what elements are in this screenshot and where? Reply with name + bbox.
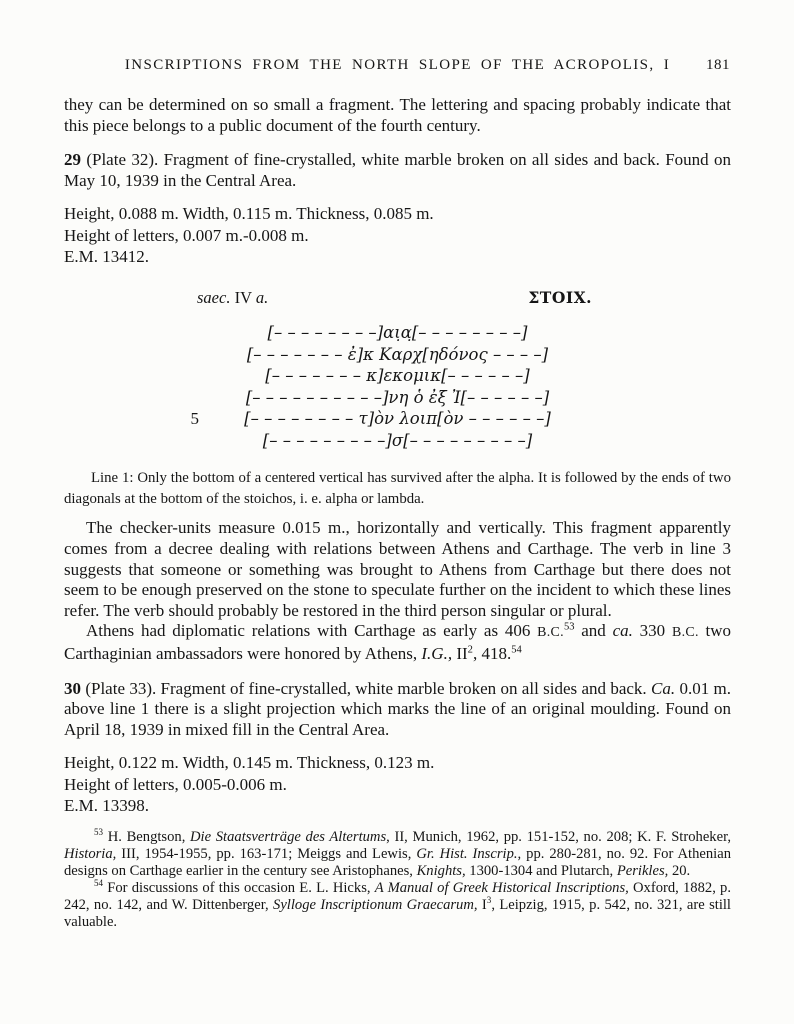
- footnote-53: $^{53}$ H. Bengtson, Die Staatsverträge des Altertums, II, Munich, 1962, pp. 151-152, no. 208; K. F. Stroheker, Historia, III, 1954-1955, pp. 163-171; Meiggs and Lewis, Gr. Hist. Inscrip., pp. 280-281, no. 92. For Athenian designs on Carthage earlier in the century see Aristophanes, Knights, 1300-1304 and Plutarch, Perikles, 20.: [64, 827, 732, 880]
- commentary-paragraph-1: The checker-units measure 0.015 m., horizontally and vertically. This fragment apparently comes from a decree dealing with relations between Athens and Carthage. The verb in line 3 suggests that someone or something was brought to Athens from Carthage but there does not seem to be enough preserved on the stone to speculate further on the incident to which these lines refer. The verb should probably be restored in the third person singular or plural.: [64, 518, 731, 620]
- entry-30-heading: 30 (Plate 33). Fragment of fine-crystalled, white marble broken on all sides and back. Ca. 0.01 m. above line 1 there is a slight projection which marks the line of an original moulding. Found on April 18, 1939 in mixed fill in the Central Area.: [64, 678, 731, 739]
- inscription-line: [– – – – – – – ἐ]κ Καρχ[ηδόνος – – – –]: [246, 344, 549, 364]
- inscription-line: [– – – – – – – – – –]νη ὁ ἐξ Ἰ[– – – – – –]: [245, 387, 550, 407]
- date-label: saec. IV a.: [197, 287, 269, 307]
- dimension-line: Height of letters, 0.007 m.-0.008 m.: [64, 225, 309, 245]
- inscription-line: [– – – – – – – – –]σ[– – – – – – – – –]: [262, 430, 533, 450]
- entry-29-dimensions: [64, 203, 731, 267]
- commentary-paragraph-2: Athens had diplomatic relations with Carthage as early as 406 B.C.$^{53}$ and ca. 330 B.C. two Carthaginian ambassadors were honored by Athens, I.G., $II^2$, 418.54: [64, 621, 732, 663]
- dimension-line: E.M. 13412.: [64, 246, 149, 266]
- dimension-line: Height, 0.088 m. Width, 0.115 m. Thickness, 0.085 m.: [64, 204, 434, 224]
- epigraphic-note: Line 1: Only the bottom of a centered vertical has survived after the alpha. It is followed by the ends of two diagonals at the bottom of the stoichos, i. e. alpha or lambda.: [64, 469, 731, 507]
- inscription-line: [190, 408, 563, 430]
- inscription-line-text: [– – – – – – – – τ]ὸν λοιπ[ὸν – – – – – –]: [244, 409, 551, 429]
- page-number: 181: [706, 57, 730, 73]
- footnotes-section: [64, 829, 731, 932]
- page-header: [64, 56, 731, 74]
- dimension-line: E.M. 13398.: [64, 795, 149, 815]
- dimension-line: Height, 0.122 m. Width, 0.145 m. Thickness, 0.123 m.: [64, 753, 435, 773]
- footnote-54: $^{54}$ For discussions of this occasion E. L. Hicks, A Manual of Greek Historical Inscriptions, Oxford, 1882, p. 242, no. 142, and W. Dittenberger, Sylloge Inscriptionum Graecarum, $I^3$, Leipzig, 1915, p. 542, no. 321, are still valuable.: [64, 878, 731, 931]
- date-and-stoich-row: [64, 289, 731, 307]
- dimension-line: Height of letters, 0.005-0.006 m.: [64, 774, 287, 794]
- inscription-block: [190, 322, 563, 452]
- inscription-line: [– – – – – – – –]αι̣α̣[– – – – – – – –]: [267, 322, 528, 342]
- stoichedon-label: ΣΤΟΙΧ.: [528, 287, 592, 307]
- inscription-line: [– – – – – – – κ]εκομικ[– – – – – –]: [265, 366, 530, 386]
- entry-30-dimensions: [64, 752, 731, 816]
- running-title: INSCRIPTIONS FROM THE NORTH SLOPE OF THE ACROPOLIS, I: [124, 57, 671, 73]
- inscription-line-number: 5: [190, 409, 199, 429]
- entry-29-heading: 29 (Plate 32). Fragment of fine-crystalled, white marble broken on all sides and back. Found on May 10, 1939 in the Central Area.: [64, 150, 731, 190]
- intro-paragraph: they can be determined on so small a fragment. The lettering and spacing probably indicate that this piece belongs to a public document of the fourth century.: [64, 95, 731, 135]
